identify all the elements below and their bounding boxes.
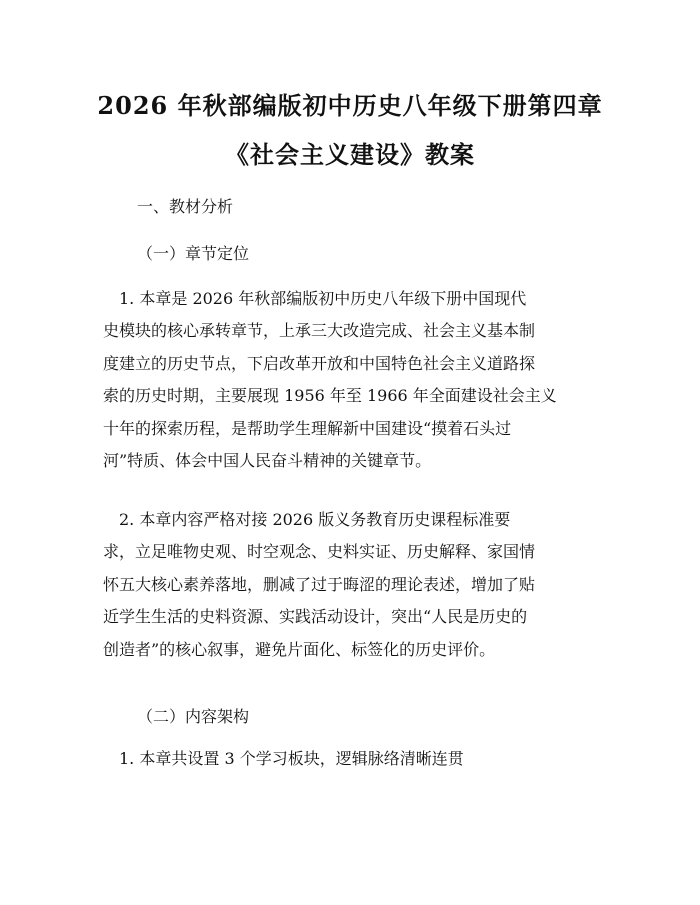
paragraph-line: 2. 本章内容严格对接 2026 版义务教育历史课程标准要 <box>103 510 511 529</box>
subsection-heading-chapter-positioning: （一）章节定位 <box>137 244 250 263</box>
paragraph-chapter-positioning-1 <box>103 283 603 477</box>
paragraph-line: 度建立的历史节点，下启改革开放和中国特色社会主义道路探 <box>103 353 536 373</box>
paragraph-line: 近学生生活的史料资源、实践活动设计，突出“人民是历史的 <box>103 607 528 627</box>
paragraph-line: 1. 本章是 2026 年秋部编版初中历史八年级下册中国现代 <box>103 289 527 308</box>
section-heading-teaching-material-analysis: 一、教材分析 <box>137 197 234 216</box>
document-title-line-2: 《社会主义建设》教案 <box>225 140 475 169</box>
paragraph-line: 史模块的核心承转章节，上承三大改造完成、社会主义基本制 <box>103 321 536 341</box>
paragraph-line: 索的历史时期，主要展现 1956 年至 1966 年全面建设社会主义 <box>103 386 557 406</box>
paragraph-line: 怀五大核心素养落地，删减了过于晦涩的理论表述，增加了贴 <box>103 574 536 594</box>
subsection-heading-content-structure: （二）内容架构 <box>137 707 250 726</box>
document-title-line-1: 2026 年秋部编版初中历史八年级下册第四章 <box>97 91 603 120</box>
paragraph-content-structure-1 <box>103 743 603 775</box>
paragraph-line: 求，立足唯物史观、时空观念、史料实证、历史解释、家国情 <box>103 542 536 562</box>
paragraph-line: 1. 本章共设置 3 个学习板块，逻辑脉络清晰连贯 <box>103 749 464 768</box>
paragraph-chapter-positioning-2 <box>103 504 603 666</box>
paragraph-line: 河”特质、体会中国人民奋斗精神的关键章节。 <box>103 451 432 471</box>
paragraph-line: 创造者”的核心叙事，避免片面化、标签化的历史评价。 <box>103 639 496 659</box>
paragraph-line: 十年的探索历程，是帮助学生理解新中国建设“摸着石头过 <box>103 418 512 438</box>
